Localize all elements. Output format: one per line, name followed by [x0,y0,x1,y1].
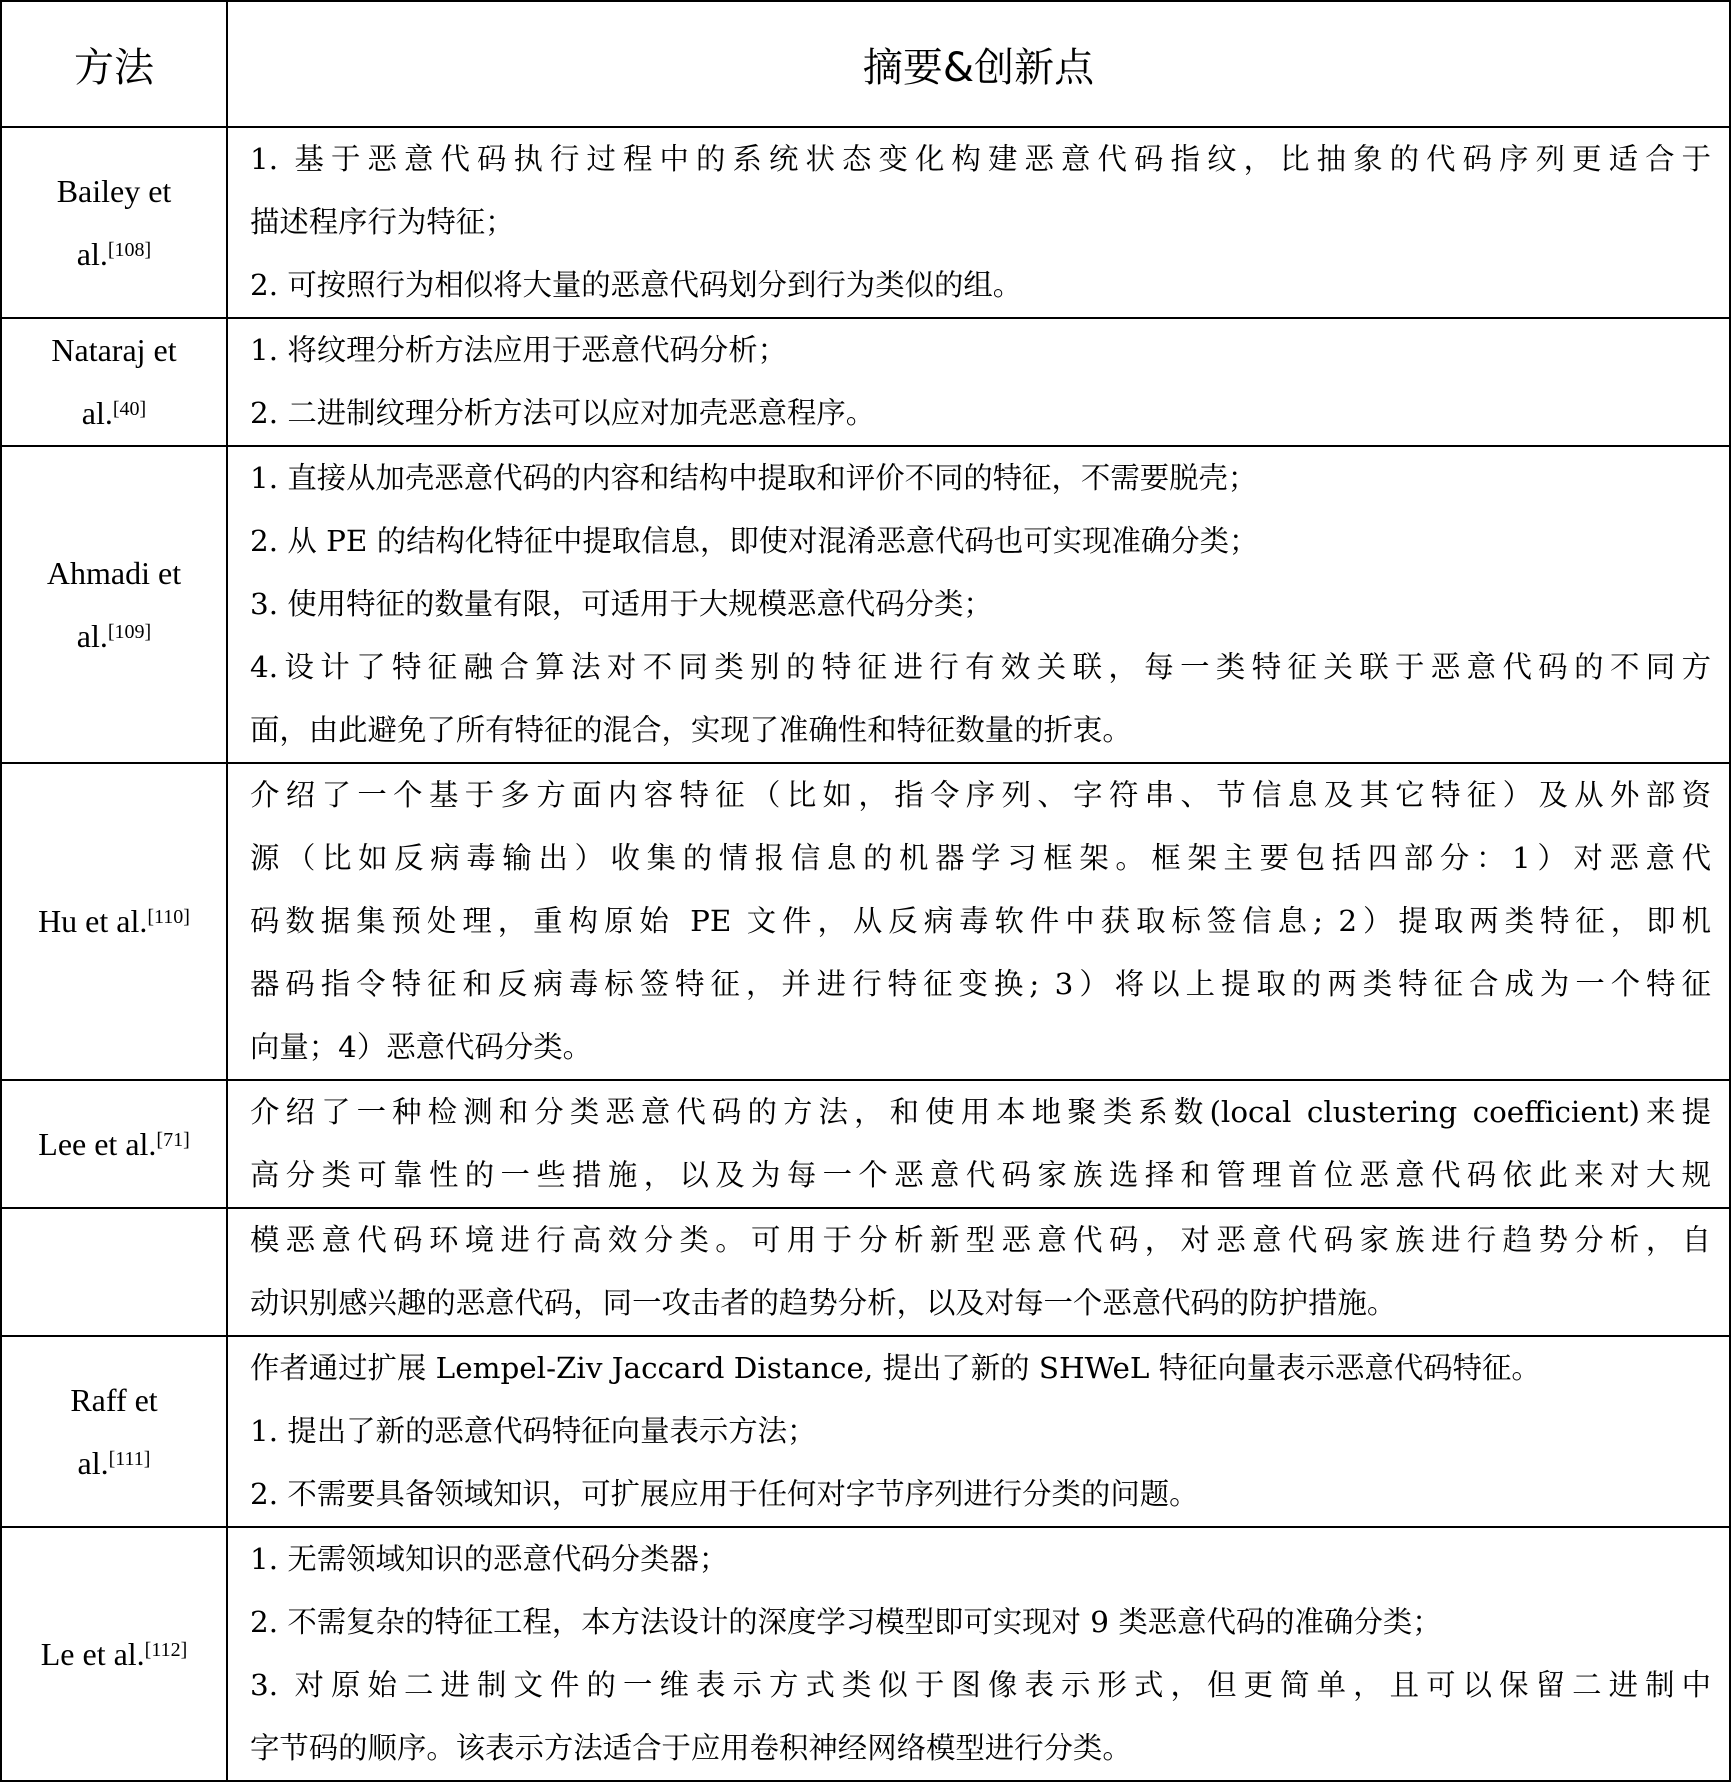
citation-ref: [108] [107,238,152,261]
method-cell [1,318,227,446]
table-row [1,446,1730,763]
author-name: Nataraj et [51,332,177,368]
summary-line: 2. 可按照行为相似将大量的恶意代码划分到行为类似的组。 [250,268,1023,302]
summary-line: 2. 二进制纹理分析方法可以应对加壳恶意程序。 [250,396,876,430]
author-etal: al. [81,395,113,431]
summary-line: 2. 不需要具备领域知识，可扩展应用于任何对字节序列进行分类的问题。 [250,1477,1199,1511]
author-etal: al. [76,235,108,272]
summary-line: 高分类可靠性的一些措施，以及为每一个恶意代码家族选择和管理首位恶意代码依此来对大规 [250,1158,1711,1192]
author-name: Lee et al. [38,1125,157,1162]
author-name: Ahmadi et [46,554,182,591]
table-row [1,1336,1730,1527]
method-author-line2 [2,223,226,286]
header-summary: 摘要&创新点 [227,1,1730,127]
table-row [1,318,1730,446]
summary-line: 1. 无需领域知识的恶意代码分类器； [250,1542,729,1576]
summary-line: 介绍了一个基于多方面内容特征（比如，指令序列、字符串、节信息及其它特征）及从外部资 [250,778,1711,812]
summary-line: 字节码的顺序。该表示方法适合于应用卷积神经网络模型进行分类。 [250,1731,1132,1765]
summary-line: 介绍了一种检测和分类恶意代码的方法，和使用本地聚类系数(local clustering coefficient)来提 [250,1095,1711,1129]
summary-cell [227,318,1730,446]
summary-cell [227,1336,1730,1527]
table-row [1,127,1730,318]
summary-cell [227,763,1730,1080]
citation-ref: [110] [147,906,190,928]
method-author-line2 [2,1432,226,1495]
summary-line: 器码指令特征和反病毒标签特征，并进行特征变换; 3）将以上提取的两类特征合成为一个特征 [250,967,1711,1001]
method-author [2,1113,226,1176]
citation-ref: [111] [108,1447,151,1470]
method-author [2,319,226,382]
method-cell [1,1336,227,1527]
summary-line: 1. 将纹理分析方法应用于恶意代码分析； [250,333,788,367]
citation-ref: [112] [144,1638,188,1661]
author-etal: al. [76,617,108,654]
summary-line: 源（比如反病毒输出）收集的情报信息的机器学习框架。框架主要包括四部分：1）对恶意代 [250,841,1711,875]
summary-line: 1. 直接从加壳恶意代码的内容和结构中提取和评价不同的特征，不需要脱壳； [250,461,1258,495]
summary-cell [227,1527,1730,1781]
method-author [2,160,226,223]
table-row [1,1527,1730,1781]
summary-line: 面，由此避免了所有特征的混合，实现了准确性和特征数量的折衷。 [250,713,1132,747]
method-cell [1,763,227,1080]
summary-line: 2. 不需复杂的特征工程，本方法设计的深度学习模型即可实现对 9 类恶意代码的准确分类； [250,1605,1442,1639]
method-author-line2 [2,382,226,445]
summary-cell [227,1208,1730,1336]
citation-ref: [40] [112,398,147,420]
summary-line: 向量；4）恶意代码分类。 [250,1030,592,1064]
table-header-row [1,1,1730,127]
summary-line: 1. 基于恶意代码执行过程中的系统状态变化构建恶意代码指纹，比抽象的代码序列更适合于 [250,142,1711,176]
table-row [1,1208,1730,1336]
method-author [2,1623,226,1686]
method-author [2,890,226,953]
author-etal: al. [77,1444,109,1481]
method-cell [1,1080,227,1208]
author-name: Hu et al. [38,903,148,939]
author-name: Bailey et [56,172,172,209]
summary-line: 4.设计了特征融合算法对不同类别的特征进行有效关联，每一类特征关联于恶意代码的不同方 [250,650,1711,684]
summary-line: 1. 提出了新的恶意代码特征向量表示方法； [250,1414,817,1448]
method-author [2,1369,226,1432]
table-row [1,1080,1730,1208]
summary-line: 3. 使用特征的数量有限，可适用于大规模恶意代码分类； [250,587,993,621]
method-cell [1,1527,227,1781]
method-author [2,542,226,605]
method-cell [1,127,227,318]
method-cell [1,446,227,763]
summary-line: 模恶意代码环境进行高效分类。可用于分析新型恶意代码，对恶意代码家族进行趋势分析，自 [250,1223,1711,1257]
author-name: Le et al. [40,1635,145,1672]
summary-line: 3. 对原始二进制文件的一维表示方式类似于图像表示形式，但更简单，且可以保留二进制中 [250,1668,1711,1702]
author-name: Raff et [70,1381,158,1418]
method-author-line2 [2,605,226,668]
method-cell [1,1208,227,1336]
summary-line: 作者通过扩展 Lempel-Ziv Jaccard Distance, 提出了新的 SHWeL 特征向量表示恶意代码特征。 [250,1351,1541,1385]
summary-cell [227,446,1730,763]
table-row [1,763,1730,1080]
summary-line: 描述程序行为特征； [250,205,515,239]
summary-line: 码数据集预处理，重构原始 PE 文件，从反病毒软件中获取标签信息; 2）提取两类特征，即机 [250,904,1711,938]
citation-ref: [109] [107,620,152,643]
citation-ref: [71] [156,1128,190,1151]
summary-cell [227,127,1730,318]
summary-line: 2. 从 PE 的结构化特征中提取信息，即使对混淆恶意代码也可实现准确分类； [250,524,1259,558]
summary-line: 动识别感兴趣的恶意代码，同一攻击者的趋势分析，以及对每一个恶意代码的防护措施。 [250,1286,1397,1320]
summary-cell [227,1080,1730,1208]
header-method: 方法 [1,1,227,127]
